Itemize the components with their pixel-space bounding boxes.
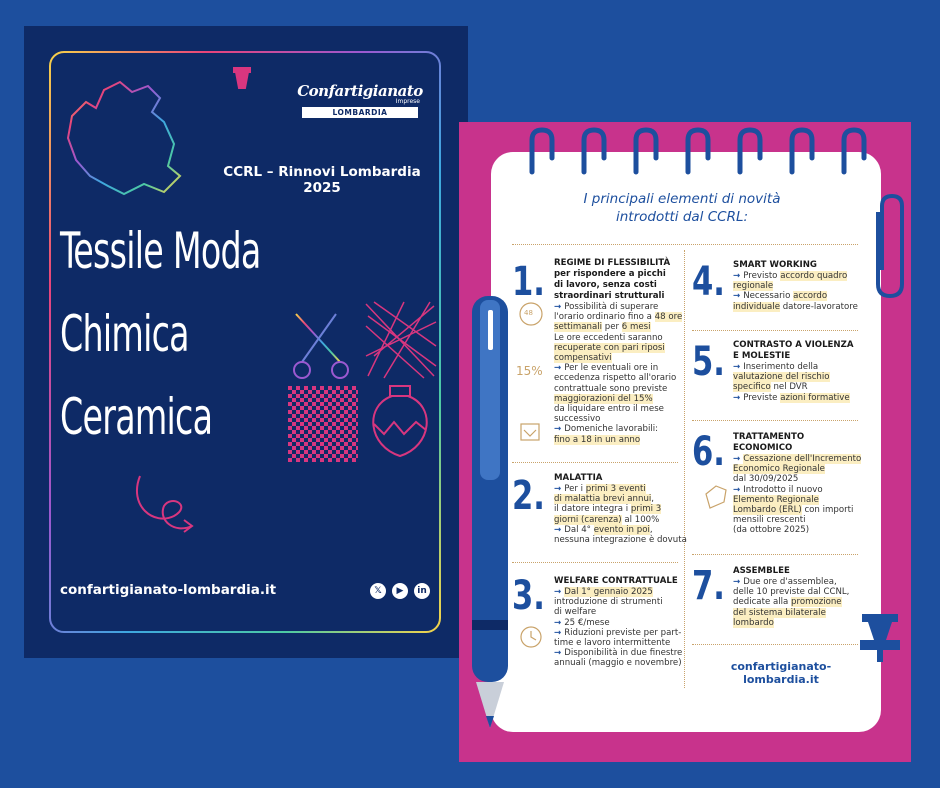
highlight-text: specifico xyxy=(733,382,771,393)
item-text-line xyxy=(733,382,861,392)
body-text: con importi xyxy=(801,505,854,516)
divider-right-1 xyxy=(692,330,858,331)
body-text: Disponibilità in due finestre xyxy=(564,648,683,659)
highlight-text: evento in poi xyxy=(593,524,650,535)
item-text-line xyxy=(733,362,861,372)
divider-right-4 xyxy=(692,644,858,645)
divider-right-2 xyxy=(692,420,858,421)
item-trattamento-economico xyxy=(733,432,861,536)
body-text: eccedenza rispetto all'orario xyxy=(554,373,677,384)
logo-name: Confartigianato xyxy=(297,82,423,100)
item-welfare xyxy=(554,576,682,669)
cover-poster xyxy=(24,26,468,658)
body-text: Necessario xyxy=(743,291,794,302)
body-text: introduzione di strumenti xyxy=(554,597,663,608)
item-title: REGIME DI FLESSIBILITÀ xyxy=(554,258,671,268)
item-title: MALATTIA xyxy=(554,473,603,483)
youtube-icon[interactable]: ▶ xyxy=(392,583,408,599)
arrow-icon: → xyxy=(554,648,565,659)
arrow-icon: → xyxy=(554,587,565,597)
body-text: Introdotto il nuovo xyxy=(743,484,823,495)
body-text: annuali (maggio e novembre) xyxy=(554,658,682,669)
item-4-number: 4. xyxy=(692,259,725,305)
item-text-line xyxy=(554,658,682,668)
notebook-website-link[interactable]: confartigianato-lombardia.it xyxy=(730,660,832,686)
arrow-icon: → xyxy=(733,484,744,495)
arrow-icon: → xyxy=(554,302,565,312)
highlight-text: giorni (carenza) xyxy=(554,514,622,525)
item-text-line xyxy=(554,384,682,394)
item-text-line xyxy=(554,515,682,525)
item-text-line xyxy=(554,343,682,353)
item-text-line xyxy=(554,484,682,494)
highlight-text: accordo quadro xyxy=(780,271,848,281)
item-5-number: 5. xyxy=(692,339,725,385)
highlight-text: primi 3 xyxy=(630,504,662,515)
item-text-line xyxy=(733,618,861,628)
item-text-line xyxy=(733,495,861,505)
body-text: Le ore eccedenti saranno xyxy=(554,332,663,343)
item-text-line xyxy=(554,535,687,546)
body-text: l'orario ordinario fino a xyxy=(554,312,655,323)
sector-ceramica: Ceramica xyxy=(60,388,213,446)
arrow-icon: → xyxy=(554,617,565,628)
item-text-line xyxy=(554,525,682,535)
divider-center xyxy=(684,250,685,688)
item-text-line xyxy=(554,363,682,373)
item-2-number: 2. xyxy=(512,473,545,519)
cover-subtitle: CCRL – Rinnovi Lombardia 2025 xyxy=(223,164,421,196)
divider-left-2 xyxy=(512,562,678,563)
highlight-text: individuale xyxy=(733,301,780,312)
item-text-line xyxy=(554,373,682,383)
item-text-line xyxy=(733,515,861,525)
body-text: datore-lavoratore xyxy=(780,301,858,312)
divider-left-1 xyxy=(512,462,678,463)
arrow-icon: → xyxy=(733,362,744,372)
body-text: Previste xyxy=(743,392,781,403)
highlight-text: fino a 18 in un anno xyxy=(554,434,641,445)
body-text: successivo xyxy=(554,414,601,425)
item-title: straordinari strutturali xyxy=(554,291,665,301)
item-text-line xyxy=(733,271,861,281)
body-text: il datore integra i xyxy=(554,504,631,515)
item-7-number: 7. xyxy=(692,563,725,609)
item-text-line xyxy=(733,281,861,291)
arrow-icon: → xyxy=(733,577,744,587)
highlight-text: compensativi xyxy=(554,353,612,364)
arrow-icon: → xyxy=(733,392,744,403)
item-text-line xyxy=(733,525,861,535)
item-text-line xyxy=(554,333,682,343)
arrow-icon: → xyxy=(733,291,744,302)
sector-tessile-moda: Tessile Moda xyxy=(60,222,261,280)
highlight-text: accordo xyxy=(793,291,828,302)
item-title: ASSEMBLEE xyxy=(733,566,790,576)
linkedin-icon[interactable]: in xyxy=(414,583,430,599)
cover-website-link[interactable]: confartigianato-lombardia.it xyxy=(60,582,277,598)
body-text: mensili crescenti xyxy=(733,515,806,526)
item-text-line xyxy=(733,587,861,597)
item-3-number: 3. xyxy=(512,573,545,619)
body-text: 25 €/mese xyxy=(564,617,610,628)
body-text: , xyxy=(651,494,655,505)
highlight-text: primi 3 eventi xyxy=(585,484,646,494)
arrow-icon: → xyxy=(554,627,565,638)
divider-right-3 xyxy=(692,554,858,555)
item-title: CONTRASTO A VIOLENZA xyxy=(733,340,854,350)
body-text: Possibilità di superare xyxy=(564,302,659,312)
arrow-icon: → xyxy=(733,271,744,281)
body-text: Inserimento della xyxy=(743,362,819,372)
item-title: ECONOMICO xyxy=(733,443,793,453)
divider-top xyxy=(512,244,858,245)
highlight-text: Economico Regionale xyxy=(733,464,825,475)
item-text-line xyxy=(554,353,682,363)
item-violenza-molestie xyxy=(733,340,861,403)
item-text-line xyxy=(554,312,682,322)
highlight-text: settimanali xyxy=(554,322,603,333)
intro-line-1: I principali elementi di novità xyxy=(583,191,781,207)
highlight-text: Cessazione dell'Incremento xyxy=(743,454,862,464)
item-6-number: 6. xyxy=(692,429,725,475)
body-text: Per le eventuali ore in xyxy=(564,363,659,374)
item-text-line xyxy=(554,424,682,434)
confartigianato-logo xyxy=(292,64,428,122)
item-title: WELFARE CONTRATTUALE xyxy=(554,576,678,586)
item-text-line xyxy=(733,474,861,484)
item-title: di lavoro, senza costi xyxy=(554,280,657,290)
arrow-icon: → xyxy=(733,454,744,464)
x-icon[interactable]: 𝕏 xyxy=(370,583,386,599)
item-text-line xyxy=(733,505,861,515)
body-text: Per i xyxy=(564,484,586,494)
item-text-line xyxy=(554,587,682,597)
item-text-line xyxy=(554,597,682,607)
arrow-icon: → xyxy=(554,484,565,494)
item-text-line xyxy=(733,372,861,382)
item-text-line xyxy=(733,464,861,474)
highlight-text: lombardo xyxy=(733,617,774,628)
body-text: Dal 4° xyxy=(564,524,594,535)
body-text: dal 30/09/2025 xyxy=(733,474,799,485)
highlight-text: di malattia brevi annui xyxy=(554,494,652,505)
item-text-line xyxy=(554,638,682,648)
body-text: dedicate alla xyxy=(733,597,792,608)
body-text: (da ottobre 2025) xyxy=(733,525,810,536)
highlight-text: regionale xyxy=(733,281,774,292)
body-text: di welfare xyxy=(554,607,597,618)
arrow-icon: → xyxy=(554,524,565,535)
item-text-line xyxy=(554,435,682,445)
highlight-text: 6 mesi xyxy=(621,322,651,333)
item-title: TRATTAMENTO xyxy=(733,432,805,442)
item-text-line xyxy=(554,504,682,514)
highlight-text: azioni formative xyxy=(780,392,850,403)
item-title: per rispondere a picchi xyxy=(554,269,666,279)
item-text-line xyxy=(554,394,682,404)
body-text: Riduzioni previste per part- xyxy=(564,627,682,638)
item-text-line xyxy=(554,618,682,628)
highlight-text: 48 ore xyxy=(654,312,683,323)
body-text: per xyxy=(602,322,622,333)
item-text-line xyxy=(554,404,682,414)
body-text: , xyxy=(649,524,653,535)
item-1-number: 1. xyxy=(512,259,545,305)
item-text-line xyxy=(554,322,682,332)
item-regime-flessibilita xyxy=(554,258,682,445)
body-text: Previsto xyxy=(743,271,781,281)
item-title: SMART WORKING xyxy=(733,260,817,270)
body-text: al 100% xyxy=(621,514,660,525)
item-malattia xyxy=(554,473,687,546)
highlight-text: Dal 1° gennaio 2025 xyxy=(564,587,653,597)
intro-line-2: introdotti dal CCRL: xyxy=(615,209,749,225)
item-text-line xyxy=(733,577,861,587)
item-text-line xyxy=(554,414,682,424)
body-text: Domeniche lavorabili: xyxy=(564,424,659,435)
arrow-icon: → xyxy=(554,363,565,374)
item-text-line xyxy=(554,648,682,658)
item-text-line xyxy=(733,454,861,464)
logo-imprese: Imprese xyxy=(395,98,420,105)
item-text-line xyxy=(733,597,861,607)
body-text: da liquidare entro il mese xyxy=(554,404,664,415)
body-text: Due ore d'assemblea, xyxy=(743,577,837,587)
highlight-text: Elemento Regionale xyxy=(733,494,819,505)
highlight-text: Lombardo (ERL) xyxy=(733,505,802,516)
body-text: contrattuale sono previste xyxy=(554,383,668,394)
item-text-line xyxy=(554,302,682,312)
notebook-intro xyxy=(510,190,854,226)
item-text-line xyxy=(733,485,861,495)
highlight-text: valutazione del rischio xyxy=(733,372,830,383)
highlight-text: promozione xyxy=(791,597,842,608)
item-assemblee xyxy=(733,566,861,628)
item-text-line xyxy=(554,607,682,617)
item-text-line xyxy=(733,291,861,301)
item-text-line xyxy=(554,494,682,504)
item-text-line xyxy=(733,302,861,312)
logo-region: LOMBARDIA xyxy=(302,107,418,118)
highlight-text: del sistema bilaterale xyxy=(733,607,826,618)
percent-icon-label: 15% xyxy=(516,364,543,378)
highlight-text: recuperate con pari riposi xyxy=(554,342,665,353)
hours-icon-label: 48 xyxy=(524,309,533,317)
body-text: time e lavoro intermittente xyxy=(554,638,671,649)
sector-chimica: Chimica xyxy=(60,305,189,363)
highlight-text: maggiorazioni del 15% xyxy=(554,393,653,404)
body-text: delle 10 previste dal CCNL, xyxy=(733,587,850,598)
item-text-line xyxy=(733,608,861,618)
body-text: nel DVR xyxy=(770,382,808,393)
item-smart-working xyxy=(733,260,861,312)
body-text: nessuna integrazione è dovuta xyxy=(554,535,687,546)
item-title: E MOLESTIE xyxy=(733,351,791,361)
item-text-line xyxy=(733,393,861,403)
arrow-icon: → xyxy=(554,424,565,435)
item-text-line xyxy=(554,628,682,638)
